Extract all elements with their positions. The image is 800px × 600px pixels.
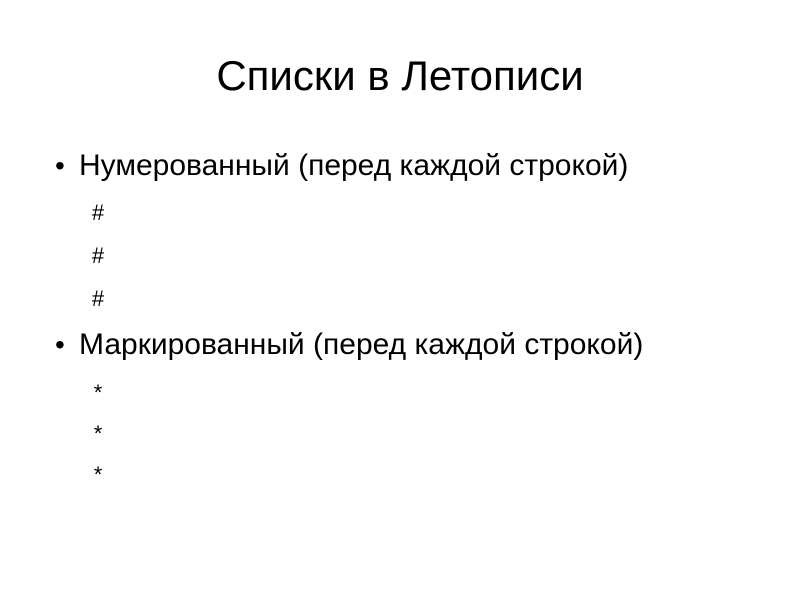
bulleted-marker: * bbox=[93, 421, 103, 446]
numbered-marker: # bbox=[91, 243, 105, 268]
bulleted-marker: * bbox=[93, 380, 103, 405]
numbered-marker: # bbox=[91, 200, 105, 225]
bulleted-marker: * bbox=[93, 462, 103, 487]
numbered-marker: # bbox=[91, 286, 105, 311]
bullet-text: Нумерованный (перед каждой строкой) bbox=[79, 149, 629, 182]
bullet-item-numbered bbox=[55, 146, 628, 186]
bullet-dot-icon: • bbox=[55, 150, 65, 181]
slide-title: Списки в Летописи bbox=[216, 52, 584, 99]
bullet-item-bulleted bbox=[55, 325, 643, 365]
bullet-dot-icon: • bbox=[55, 329, 65, 360]
bullet-text: Маркированный (перед каждой строкой) bbox=[79, 328, 644, 361]
